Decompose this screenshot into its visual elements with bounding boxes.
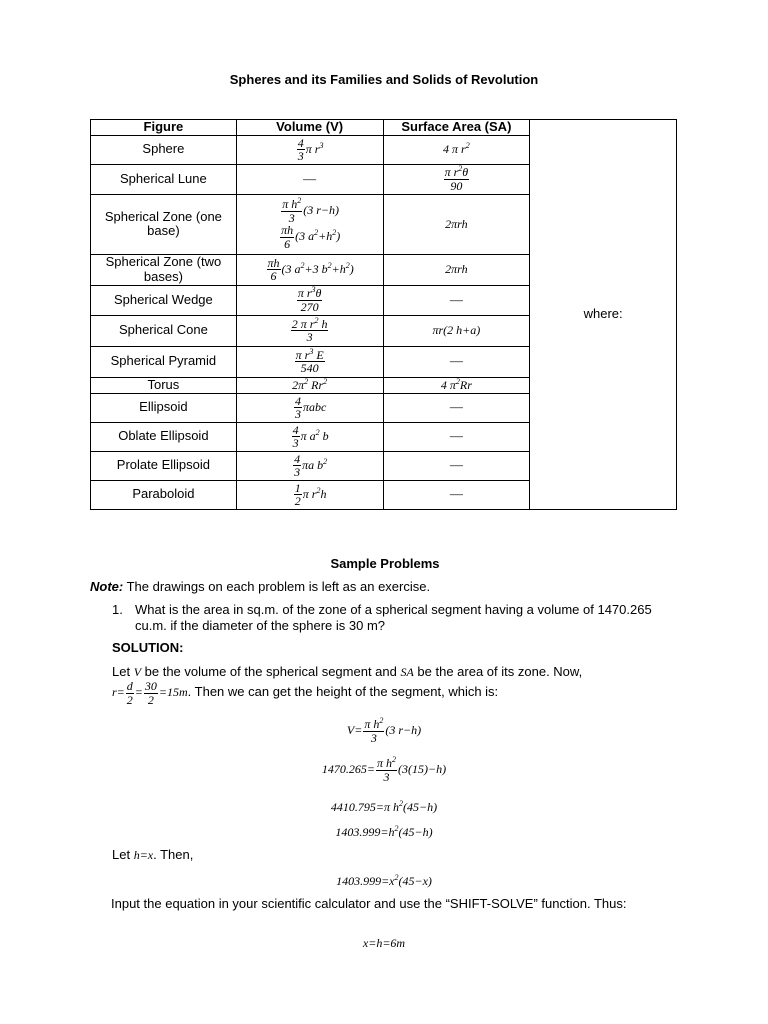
surface-formula: 4 $\pi^2Rr$ bbox=[383, 377, 530, 393]
note bbox=[90, 579, 680, 594]
figure-name: Prolate Ellipsoid bbox=[91, 451, 237, 480]
solution-label: SOLUTION: bbox=[112, 640, 184, 655]
let-h-line: Let h=x. Then, bbox=[112, 847, 194, 862]
figure-name: Spherical Cone bbox=[91, 315, 237, 346]
equation-result: x=h=6m bbox=[362, 936, 406, 950]
value-1470: 1470.265 bbox=[321, 761, 367, 776]
value-30: 30 bbox=[144, 679, 157, 693]
surface-formula: — bbox=[383, 451, 530, 480]
text-then: . Then, bbox=[153, 847, 194, 862]
col-header-where: where: bbox=[530, 120, 677, 510]
figure-name: Sphere bbox=[91, 135, 237, 164]
surface-formula: — bbox=[383, 422, 530, 451]
value-1403b: 1403.999 bbox=[336, 874, 382, 888]
surface-formula: πr(2 h+a) bbox=[383, 315, 530, 346]
equation-simplified: $1403.999=h^2(45-h)$ bbox=[335, 824, 433, 839]
volume-formula: $\frac{4}{3}$ πabc bbox=[236, 393, 383, 422]
text-height: . Then we can get the height of the segment, which is: bbox=[187, 683, 499, 699]
equation-substituted: 1470.265= $\frac{\pi h^2}{3}$ (3(15)−h) bbox=[321, 755, 447, 784]
table-header-row bbox=[91, 120, 677, 136]
document-title: Spheres and its Families and Solids of Revolution bbox=[229, 72, 539, 87]
volume-formula: $\frac{\pi r^3\theta}{270}$ bbox=[236, 285, 383, 315]
surface-formula: — bbox=[383, 393, 530, 422]
col-header-surface-area: Surface Area (SA) bbox=[383, 120, 530, 136]
volume-formula: — bbox=[236, 164, 383, 194]
value-45c: 45 bbox=[402, 874, 415, 888]
volume-formula: $\frac{4}{3}$ π $r^3$ bbox=[236, 135, 383, 164]
problem-number: 1. bbox=[112, 602, 123, 617]
text-volume-desc: be the volume of the spherical segment and bbox=[141, 664, 401, 679]
equation-x: $1403.999=x^2(45-x)$ bbox=[336, 873, 432, 888]
figure-name: Spherical Wedge bbox=[91, 285, 237, 315]
equation-volume: V= $\frac{\pi h^2}{3}$ (3 r−h) bbox=[346, 716, 422, 745]
note-text: The drawings on each problem is left as an exercise. bbox=[123, 579, 431, 594]
volume-formula: $\frac{\pi r^3 E}{540}$ bbox=[236, 346, 383, 377]
formula-table bbox=[90, 119, 677, 510]
volume-formula: $\frac{4}{3}$ πa $b^2$ bbox=[236, 451, 383, 480]
value-1403: 1403.999 bbox=[335, 825, 381, 839]
surface-formula: 2πrh bbox=[383, 254, 530, 285]
surface-formula: 2πrh bbox=[383, 194, 530, 254]
figure-name: Spherical Pyramid bbox=[91, 346, 237, 377]
figure-name: Spherical Zone (two bases) bbox=[91, 254, 237, 285]
col-header-volume: Volume (V) bbox=[236, 120, 383, 136]
value-15b: 15 bbox=[412, 761, 425, 776]
note-label: Note: bbox=[90, 579, 124, 594]
calculator-instruction: Input the equation in your scientific calculator and use the “SHIFT-SOLVE” function. Thus: bbox=[111, 896, 627, 911]
solution-intro: Let V be the volume of the spherical segment and SA be the area of its zone. Now, bbox=[112, 664, 583, 679]
figure-name: Torus bbox=[91, 377, 237, 393]
figure-name: Ellipsoid bbox=[91, 393, 237, 422]
volume-formula: $\frac{1}{2}$ π $r^2h$ bbox=[236, 480, 383, 509]
volume-formula: $\frac{2 \pi r^2 h}{3}$ bbox=[236, 315, 383, 346]
volume-formula: $2\pi^2$ Rr$^2$ bbox=[236, 377, 383, 393]
text-let-h: Let bbox=[112, 847, 134, 862]
surface-formula: $\frac{\pi r^2\theta}{90}$ bbox=[383, 164, 530, 194]
figure-name: Paraboloid bbox=[91, 480, 237, 509]
value-6: 6 bbox=[390, 936, 397, 950]
volume-formula: $\frac{\pi h}{6}$ (3 $a^2+3$ $b^2+h^2$) bbox=[236, 254, 383, 285]
radius-line: r= $\frac{d}{2}$ = $\frac{30}{2}$ =15m. Then we can get the height of the segment, which is: bbox=[112, 679, 499, 707]
value-4410: 4410.795 bbox=[330, 800, 376, 814]
text-area-desc: be the area of its zone. Now, bbox=[413, 664, 583, 679]
equation-multiplied: 4410.795=π $h^2(45-h)$ bbox=[330, 799, 438, 814]
section-heading: Sample Problems bbox=[330, 556, 440, 571]
volume-formula: $\frac{4}{3}$ π $a^2$ b bbox=[236, 422, 383, 451]
surface-formula: — bbox=[383, 285, 530, 315]
surface-formula: — bbox=[383, 480, 530, 509]
value-45b: 45 bbox=[402, 825, 415, 839]
problem-text: What is the area in sq.m. of the zone of a spherical segment having a volume of 1470.265 cu.m. if the diameter of the sphere is 30 m? bbox=[135, 602, 652, 633]
figure-name: Spherical Zone (one base) bbox=[91, 194, 237, 254]
figure-name: Oblate Ellipsoid bbox=[91, 422, 237, 451]
value-45: 45 bbox=[407, 800, 419, 814]
text-let: Let bbox=[112, 664, 134, 679]
surface-formula: 4 π $r^2$ bbox=[383, 135, 530, 164]
volume-formula: $\frac{\pi h^2}{3}$ (3 r−h) $\frac{\pi h}{6}$ (3 $a^2+h^2$) bbox=[236, 194, 383, 254]
problem-1 bbox=[112, 602, 672, 634]
col-header-figure: Figure bbox=[91, 120, 237, 136]
figure-name: Spherical Lune bbox=[91, 164, 237, 194]
surface-formula: — bbox=[383, 346, 530, 377]
value-15: 15 bbox=[167, 684, 179, 699]
value-3: 3 bbox=[402, 761, 409, 776]
